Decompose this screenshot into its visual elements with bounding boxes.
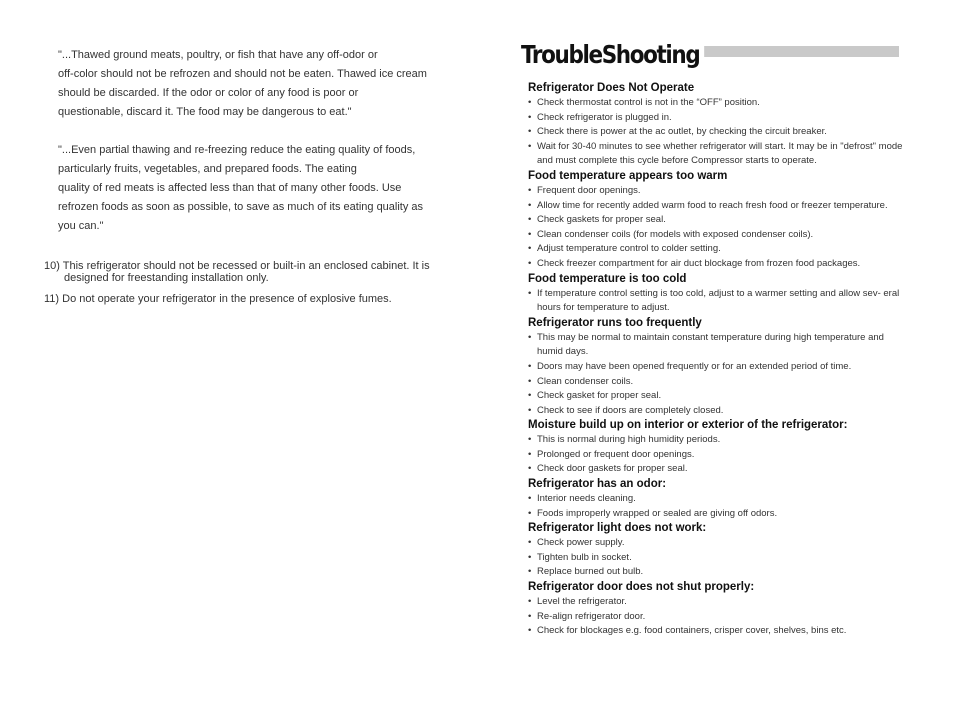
trouble-section — [528, 418, 912, 477]
section-heading: Food temperature is too cold — [528, 272, 687, 285]
section-heading: Refrigerator Does Not Operate — [528, 82, 695, 94]
trouble-section — [528, 477, 912, 521]
troubleshooting-list — [528, 81, 912, 639]
bullet-item: • Check door gaskets for proper seal. — [528, 462, 912, 477]
section-items — [528, 595, 912, 639]
bullet-item: • Prolonged or frequent door openings. — [528, 448, 912, 463]
partial-thawing-quote — [58, 141, 448, 236]
section-items — [528, 184, 912, 272]
safety-item-10-line1: 10) This refrigerator should not be recessed or built-in an enclosed cabinet. It is — [44, 260, 430, 272]
bullet-item: • Check for blockages e.g. food containers, crisper cover, shelves, bins etc. — [528, 624, 912, 639]
bullet-item: • Re-align refrigerator door. — [528, 610, 912, 625]
bullet-item: • Tighten bulb in socket. — [528, 551, 912, 566]
bullet-item: • This is normal during high humidity periods. — [528, 433, 912, 448]
safety-item-10-line2: designed for freestanding installation only. — [64, 272, 269, 284]
quote-line: off-color should not be refrozen and should not be eaten. Thawed ice cream — [58, 68, 427, 80]
section-items — [528, 492, 912, 521]
bullet-item: • Allow time for recently added warm food to reach fresh food or freezer temperature. — [528, 199, 912, 214]
bullet-item: • Interior needs cleaning. — [528, 492, 912, 507]
section-heading: Food temperature appears too warm — [528, 169, 728, 182]
bullet-item: • Check to see if doors are completely closed. — [528, 404, 912, 419]
bullet-item: • Foods improperly wrapped or sealed are giving off odors. — [528, 507, 912, 522]
section-items — [528, 96, 912, 169]
section-heading: Refrigerator door does not shut properly: — [528, 581, 755, 594]
quote-line: should be discarded. If the odor or color of any food is poor or — [58, 87, 359, 99]
thawed-meats-quote — [58, 46, 448, 122]
bullet-item: • Wait for 30-40 minutes to see whether refrigerator will start. It may be in "defrost" mode and must complete this cycle before Compressor starts to operate. — [528, 140, 912, 169]
quote-line: quality of red meats is affected less than that of many other foods. Use — [58, 182, 402, 194]
bullet-item: • This may be normal to maintain constant temperature during high temperature and humid days. — [528, 331, 912, 360]
bullet-item: • Check gasket for proper seal. — [528, 389, 912, 404]
bullet-item: • Check power supply. — [528, 536, 912, 551]
quote-line: "...Even partial thawing and re-freezing reduce the eating quality of foods, — [58, 144, 416, 156]
trouble-section — [528, 272, 912, 316]
quote-line: particularly fruits, vegetables, and prepared foods. The eating — [58, 163, 357, 175]
bullet-item: • Check there is power at the ac outlet, by checking the circuit breaker. — [528, 125, 912, 140]
quote-line: questionable, discard it. The food may be dangerous to eat." — [58, 106, 352, 118]
bullet-item: • Replace burned out bulb. — [528, 565, 912, 580]
section-items — [528, 536, 912, 580]
trouble-section — [528, 169, 912, 272]
bullet-item: • Check thermostat control is not in the “OFF” position. — [528, 96, 912, 111]
bullet-item: • Frequent door openings. — [528, 184, 912, 199]
section-items — [528, 287, 912, 316]
bullet-item: • If temperature control setting is too cold, adjust to a warmer setting and allow sev- eral hours for temperature to adjust. — [528, 287, 912, 316]
section-heading: Refrigerator light does not work: — [528, 522, 707, 535]
bullet-item: • Clean condenser coils (for models with exposed condenser coils). — [528, 228, 912, 243]
trouble-section — [528, 316, 912, 419]
bullet-item: • Check freezer compartment for air duct blockage from frozen food packages. — [528, 257, 912, 272]
trouble-section — [528, 81, 912, 169]
quote-line: "...Thawed ground meats, poultry, or fish that have any off-odor or — [58, 49, 378, 61]
troubleshooting-header — [521, 42, 901, 72]
quote-line: refrozen foods as soon as possible, to save as much of its eating quality as — [58, 201, 424, 213]
section-items — [528, 331, 912, 419]
safety-item-10 — [44, 260, 444, 284]
bullet-item: • Check gaskets for proper seal. — [528, 213, 912, 228]
section-heading: Refrigerator has an odor: — [528, 478, 667, 491]
page-title: TroubleShooting — [521, 39, 705, 71]
section-heading: Moisture build up on interior or exterior of the refrigerator: — [528, 419, 848, 432]
section-items — [528, 433, 912, 477]
quote-line: you can." — [58, 220, 104, 232]
bullet-item: • Doors may have been opened frequently or for an extended period of time. — [528, 360, 912, 375]
trouble-section — [528, 521, 912, 580]
safety-item-11: 11) Do not operate your refrigerator in the presence of explosive fumes. — [44, 293, 392, 305]
bullet-item: • Clean condenser coils. — [528, 375, 912, 390]
section-heading: Refrigerator runs too frequently — [528, 316, 702, 329]
trouble-section — [528, 580, 912, 639]
bullet-item: • Level the refrigerator. — [528, 595, 912, 610]
bullet-item: • Adjust temperature control to colder setting. — [528, 242, 912, 257]
bullet-item: • Check refrigerator is plugged in. — [528, 111, 912, 126]
